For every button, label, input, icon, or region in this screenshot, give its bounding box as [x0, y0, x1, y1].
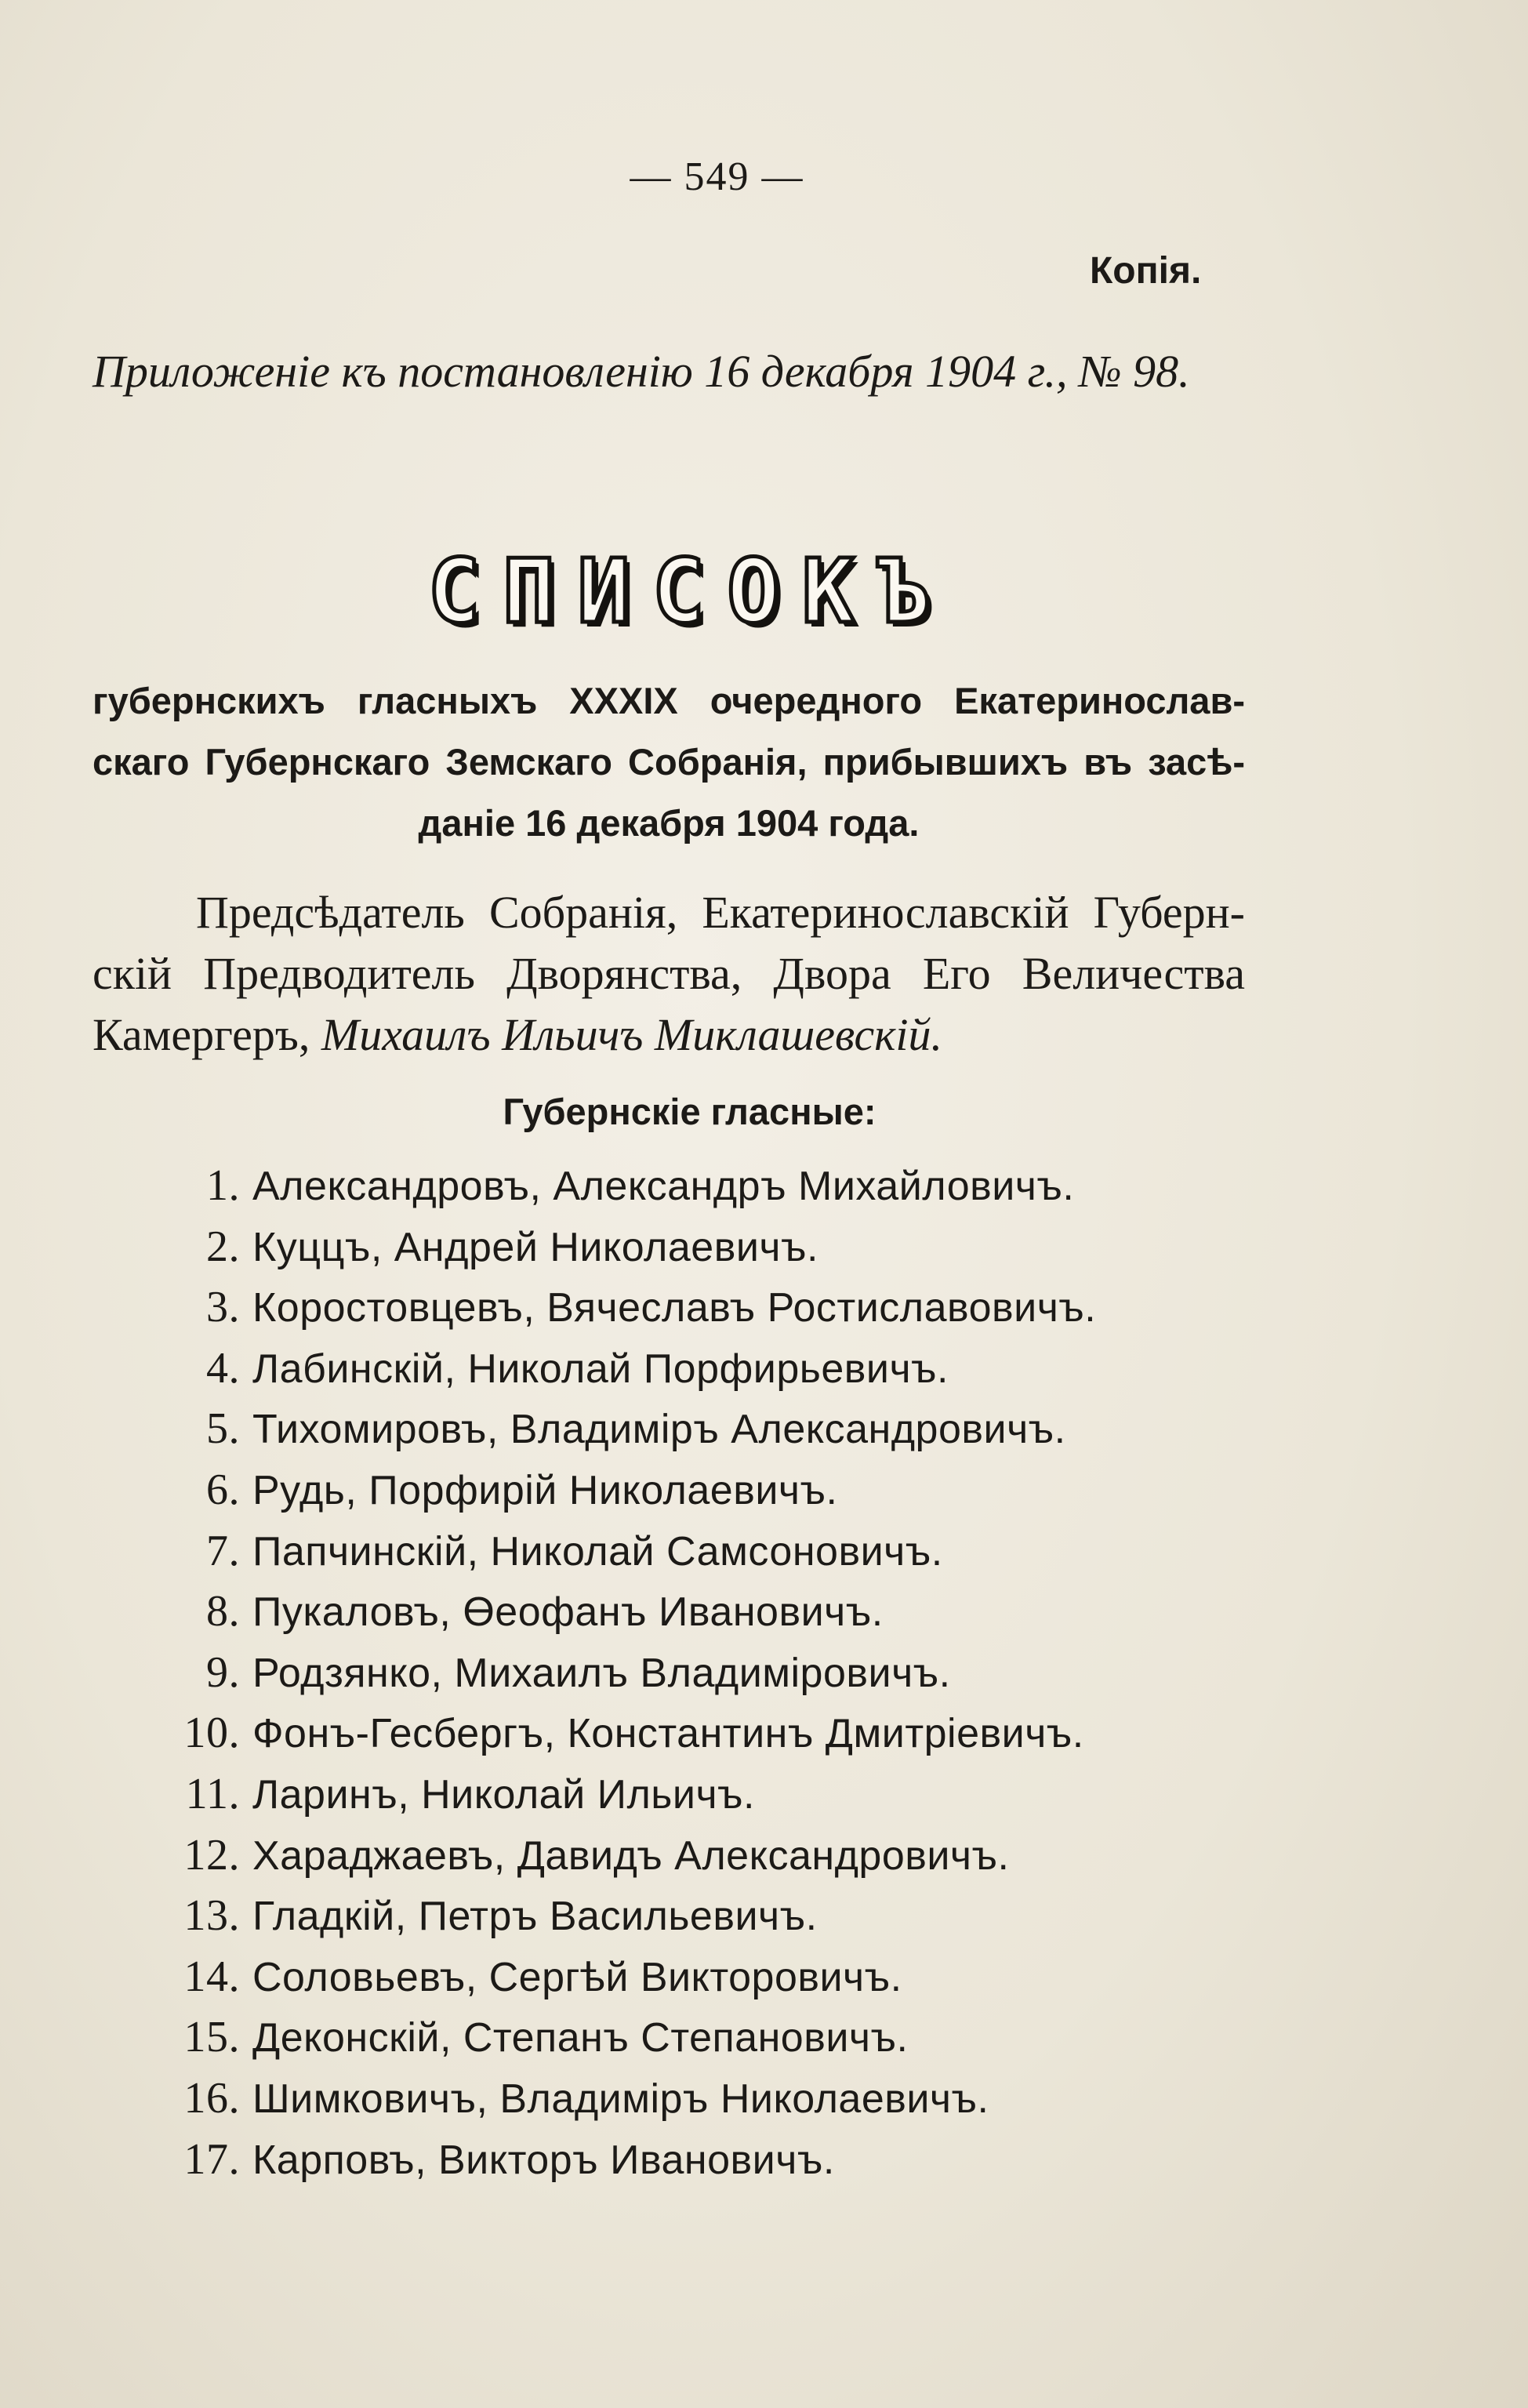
member-name: Пукаловъ, Өеофанъ Ивановичъ. — [252, 1589, 884, 1636]
member-name: Родзянко, Михаилъ Владиміровичъ. — [252, 1650, 951, 1696]
member-name: Хараджаевъ, Давидъ Александровичъ. — [252, 1832, 1010, 1879]
subtitle-line-3: даніе 16 декабря 1904 года. — [418, 802, 920, 844]
member-number: 12. — [183, 1830, 240, 1880]
member-name: Гладкій, Петръ Васильевичъ. — [252, 1894, 818, 1940]
member-number: 2. — [206, 1222, 240, 1271]
list-item — [125, 1465, 1223, 1526]
member-number: 15. — [183, 2013, 240, 2062]
chairman-paragraph — [93, 882, 1245, 1066]
member-number: 11. — [185, 1769, 240, 1818]
member-number: 1. — [206, 1161, 240, 1210]
member-name: Александровъ, Александръ Михайловичъ. — [252, 1164, 1075, 1209]
member-name: Папчинскій, Николай Самсоновичъ. — [252, 1528, 943, 1574]
list-item — [125, 1160, 1223, 1222]
member-name: Шимковичъ, Владиміръ Николаевичъ. — [252, 2076, 989, 2122]
member-number: 9. — [206, 1647, 240, 1697]
member-name: Рудь, Порфирій Николаевичъ. — [252, 1467, 838, 1513]
list-item — [125, 1526, 1223, 1587]
section-heading: Губернскіе гласные: — [503, 1091, 877, 1132]
document-title: СПИСОКЪ — [427, 541, 952, 643]
list-item — [125, 1343, 1223, 1404]
list-item — [125, 1769, 1223, 1830]
member-number: 4. — [206, 1343, 240, 1393]
member-number: 13. — [183, 1891, 240, 1941]
page-number: — 549 — — [630, 154, 804, 199]
appendix-line: Приложеніе къ постановленію 16 декабря 1904 г., № 98. — [93, 346, 1190, 397]
member-number: 7. — [206, 1526, 240, 1575]
list-item — [125, 1708, 1223, 1769]
member-number: 17. — [183, 2134, 240, 2184]
member-number: 14. — [183, 1952, 240, 2001]
document-subtitle — [93, 670, 1245, 854]
copy-label: Копія. — [1090, 250, 1202, 292]
member-number: 10. — [183, 1709, 240, 1758]
list-item — [125, 1890, 1223, 1952]
member-name: Деконскій, Степанъ Степановичъ. — [252, 2015, 909, 2061]
list-item — [125, 2134, 1223, 2196]
list-item — [125, 1830, 1223, 1891]
list-item — [125, 1404, 1223, 1465]
list-item — [125, 1586, 1223, 1647]
member-number: 3. — [206, 1283, 240, 1332]
subtitle-line-1: губернскихъ гласныхъ XXXIX очередного Екатеринослав- — [93, 680, 1245, 721]
list-item — [125, 1222, 1223, 1283]
chairman-line-2: скій Предводитель Дворянства, Двора Его Величества — [93, 948, 1245, 999]
list-item — [125, 2073, 1223, 2134]
member-name: Лабинскій, Николай Порфирьевичъ. — [252, 1346, 949, 1392]
member-number: 5. — [206, 1404, 240, 1454]
member-number: 8. — [206, 1587, 240, 1636]
chairman-title: Камергеръ, — [93, 1009, 310, 1060]
subtitle-line-2: скаго Губернскаго Земскаго Собранія, прибывшихъ въ засѣ- — [93, 741, 1245, 783]
member-number: 16. — [183, 2073, 240, 2123]
member-name: Коростовцевъ, Вячеславъ Ростиславовичъ. — [252, 1285, 1097, 1331]
chairman-name: Михаилъ Ильичъ Миклашевскій. — [321, 1009, 942, 1060]
member-name: Фонъ-Гесбергъ, Константинъ Дмитріевичъ. — [252, 1711, 1084, 1757]
member-number: 6. — [206, 1465, 240, 1514]
member-name: Куццъ, Андрей Николаевичъ. — [252, 1224, 818, 1270]
member-name: Ларинъ, Николай Ильичъ. — [252, 1771, 755, 1818]
list-item — [125, 2012, 1223, 2073]
list-item — [125, 1952, 1223, 2013]
member-name: Соловьевъ, Сергѣй Викторовичъ. — [252, 1954, 902, 2000]
members-list — [125, 1160, 1223, 2195]
member-name: Карповъ, Викторъ Ивановичъ. — [252, 2137, 835, 2183]
chairman-line-3 — [93, 1004, 1245, 1066]
chairman-line-1: Предсѣдатель Собранія, Екатеринославскій Губерн- — [196, 887, 1245, 938]
list-item — [125, 1282, 1223, 1343]
member-name: Тихомировъ, Владиміръ Александровичъ. — [252, 1407, 1066, 1453]
list-item — [125, 1647, 1223, 1709]
